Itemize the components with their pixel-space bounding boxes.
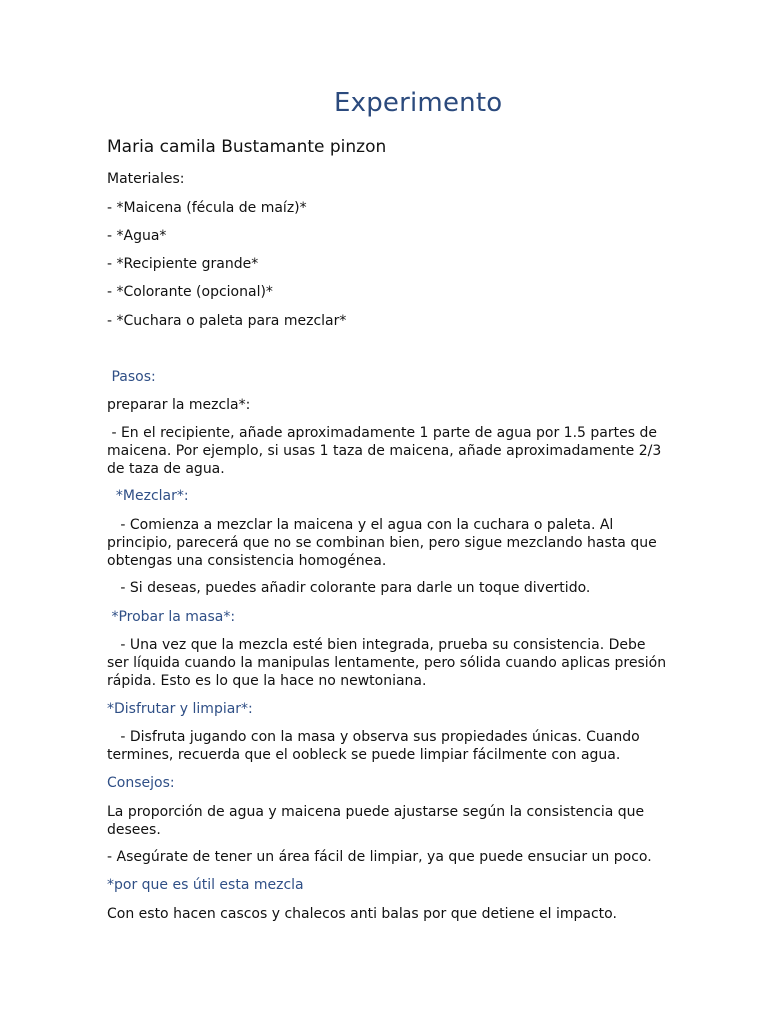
step-text: - Una vez que la mezcla esté bien integrada, prueba su consistencia. Debe ser líquida cuando la manipulas lentamente, pero sólida cuando aplicas presión rápida. Esto es lo que la hace no newtoniana. xyxy=(107,637,671,689)
tip-text: La proporción de agua y maicena puede ajustarse según la consistencia que desees. xyxy=(107,804,649,838)
tips-heading: Consejos: xyxy=(107,775,175,791)
step-heading: preparar la mezcla*: xyxy=(107,397,251,413)
step-text: - Disfruta jugando con la masa y observa sus propiedades únicas. Cuando termines, recuerda que el oobleck se puede limpiar fácilmente con agua. xyxy=(107,729,645,763)
steps-heading: Pasos: xyxy=(107,369,156,385)
material-item: - *Colorante (opcional)* xyxy=(107,284,273,300)
step-heading: *Mezclar*: xyxy=(107,488,189,504)
usefulness-heading: *por que es útil esta mezcla xyxy=(107,877,304,893)
step-text: - Si deseas, puedes añadir colorante para darle un toque divertido. xyxy=(107,580,591,596)
usefulness-text: Con esto hacen cascos y chalecos anti balas por que detiene el impacto. xyxy=(107,906,617,922)
document-title: Experimento xyxy=(334,88,503,118)
step-heading: *Probar la masa*: xyxy=(107,609,236,625)
material-item: - *Recipiente grande* xyxy=(107,256,259,272)
step-text: - Comienza a mezclar la maicena y el agua con la cuchara o paleta. Al principio, parecerá que no se combinan bien, pero sigue mezclando hasta que obtengas una consistencia homogénea. xyxy=(107,517,662,569)
author-name: Maria camila Bustamante pinzon xyxy=(107,137,387,157)
materials-heading: Materiales: xyxy=(107,171,185,187)
step-text: - En el recipiente, añade aproximadamente 1 parte de agua por 1.5 partes de maicena. Por ejemplo, si usas 1 taza de maicena, añade aproximadamente 2/3 de taza de agua. xyxy=(107,425,666,477)
step-heading: *Disfrutar y limpiar*: xyxy=(107,701,253,717)
material-item: - *Maicena (fécula de maíz)* xyxy=(107,200,307,216)
tip-text: - Asegúrate de tener un área fácil de limpiar, ya que puede ensuciar un poco. xyxy=(107,849,652,865)
material-item: - *Cuchara o paleta para mezclar* xyxy=(107,313,347,329)
material-item: - *Agua* xyxy=(107,228,167,244)
